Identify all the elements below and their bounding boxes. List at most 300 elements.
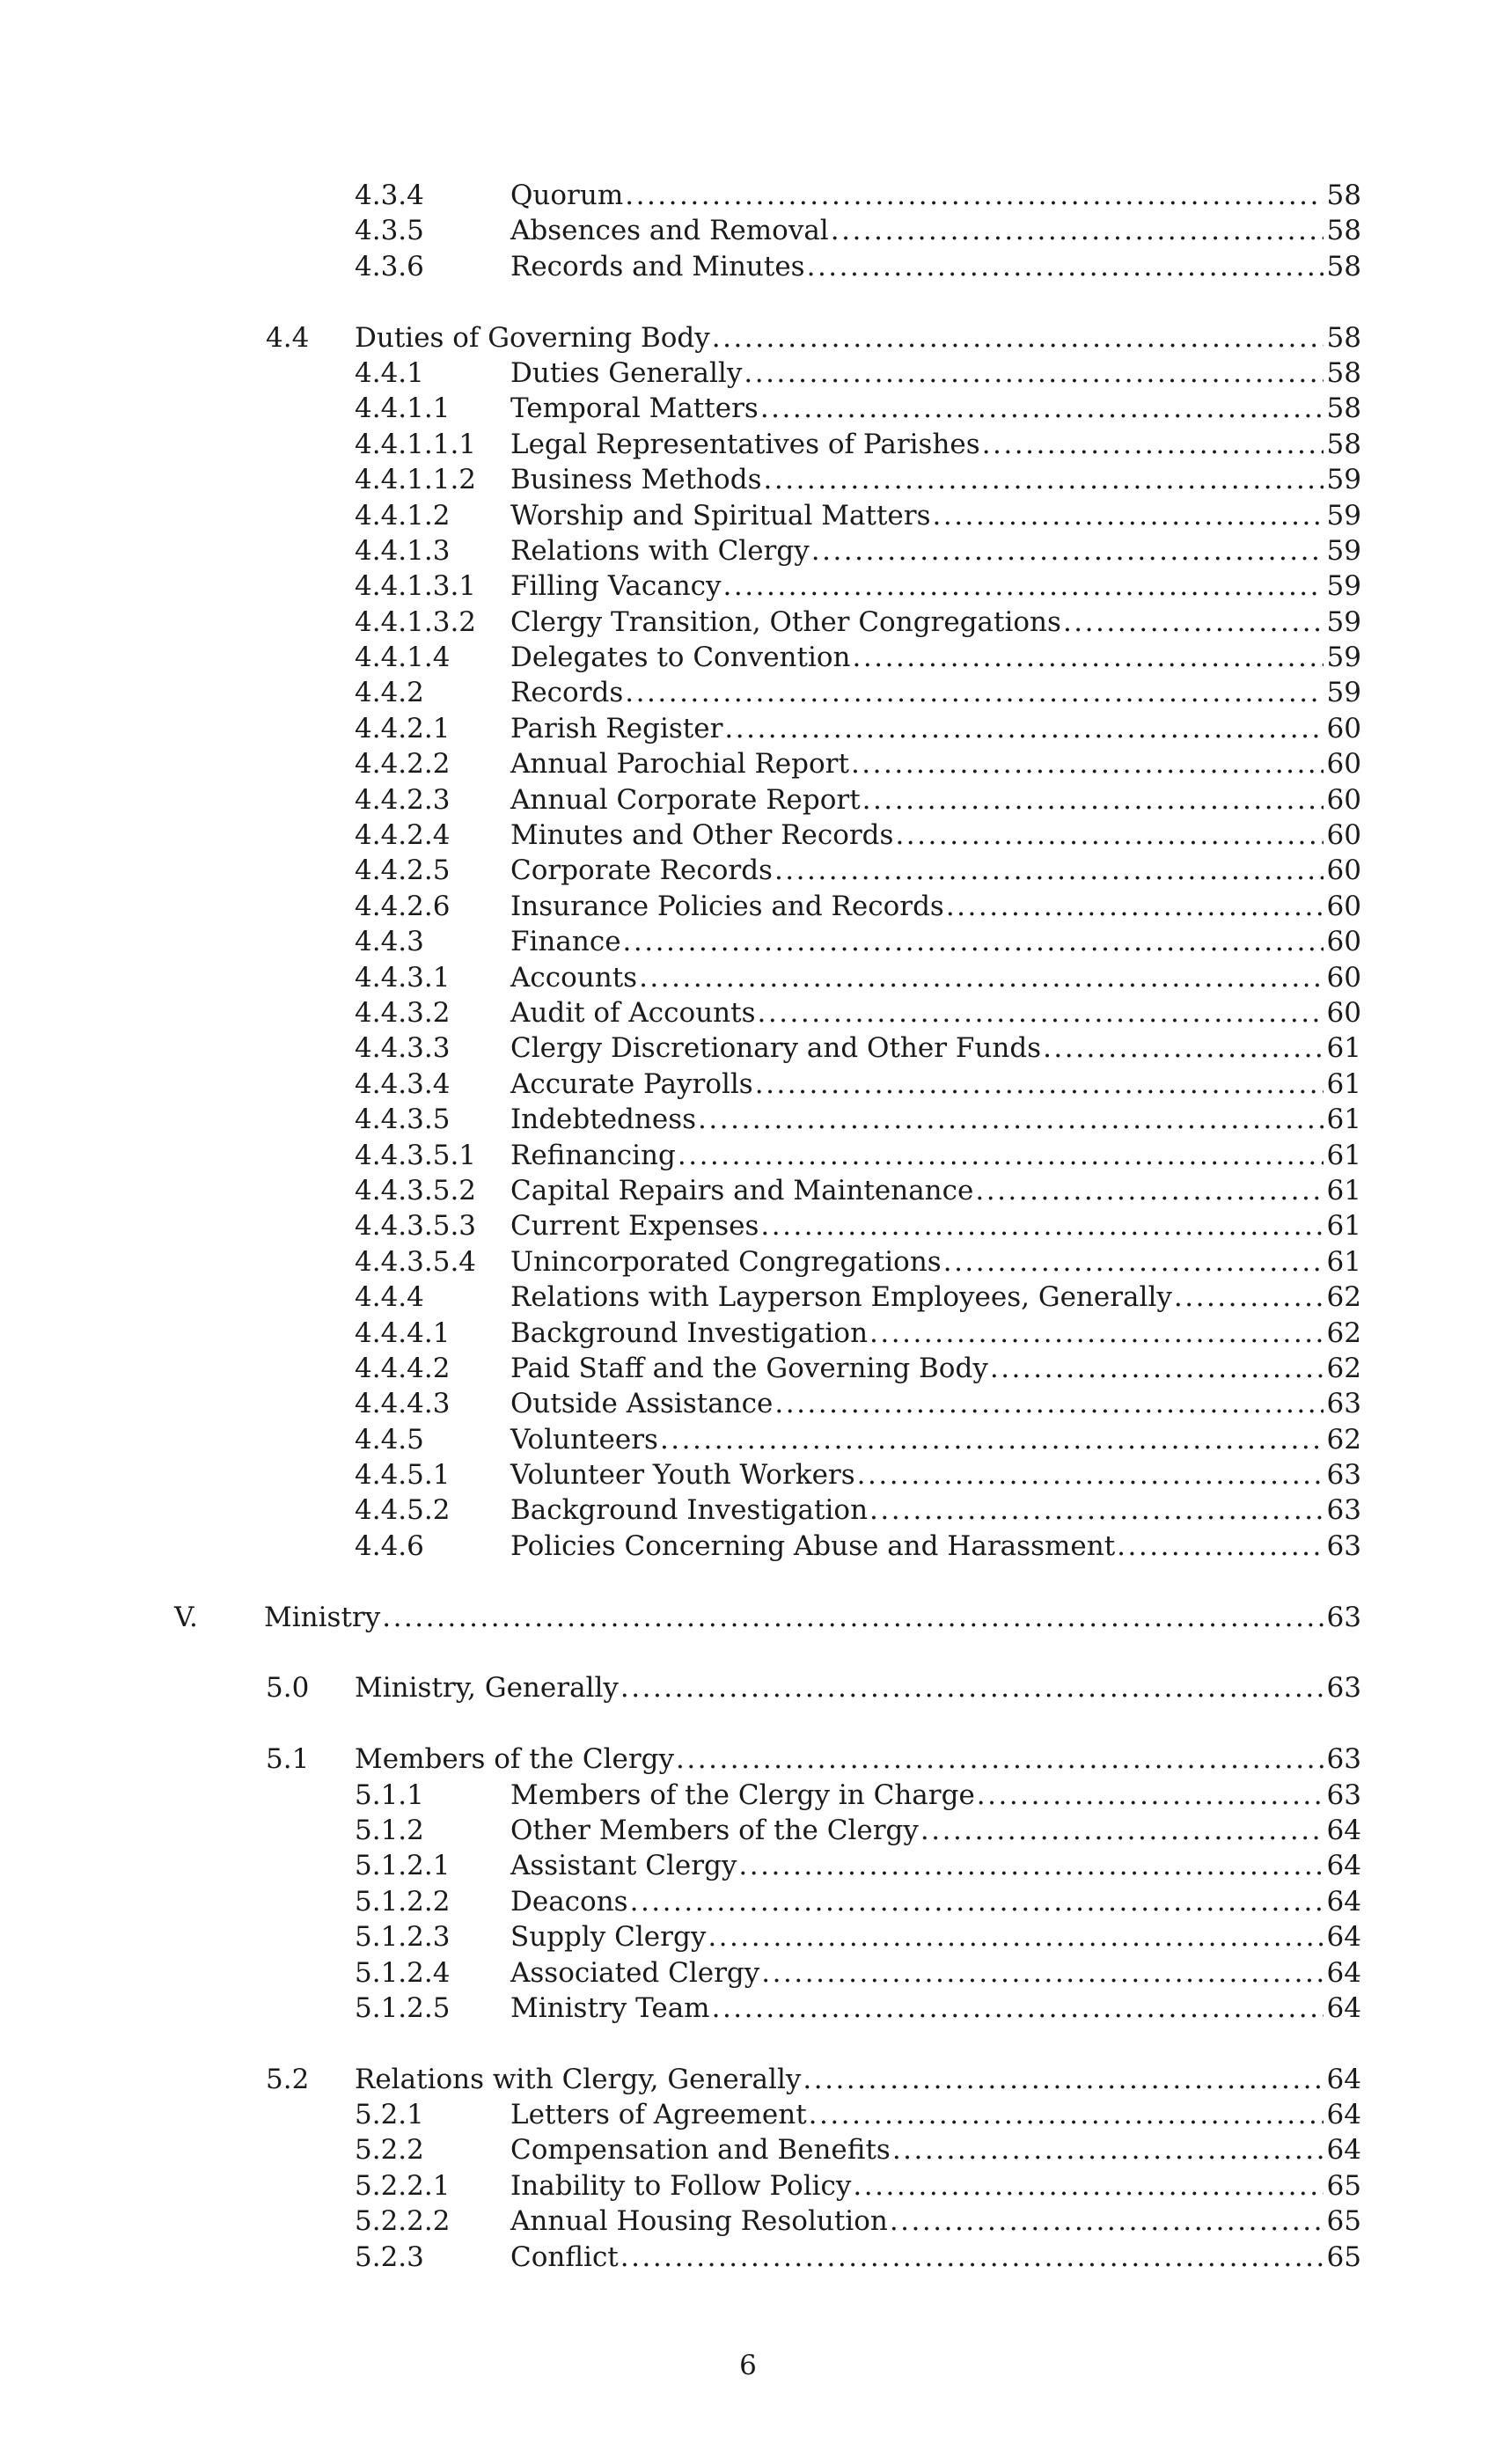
toc-entry [0,1280,1496,1315]
dot-leader [809,2097,1324,2132]
toc-entry-title: Duties Generally [510,356,743,389]
toc-entry-line [510,498,1361,533]
toc-entry-line [355,2062,1361,2097]
toc-entry-line [510,1208,1361,1243]
toc-entry [0,462,1496,497]
toc-entry-line [510,1030,1361,1066]
toc-entry-line [510,1991,1361,2026]
toc-entry-number: 4.4.3 [355,926,424,958]
toc-entry [0,356,1496,391]
toc-entry-page: 58 [1326,215,1361,247]
toc-entry-number: 5.1.2.3 [355,1921,451,1954]
toc-entry-title: Other Members of the Clergy [510,1814,919,1846]
toc-entry-title: Current Expenses [510,1210,759,1243]
dot-leader [712,320,1324,356]
dot-leader [1174,1280,1324,1315]
toc-entry-number: 5.1 [266,1743,310,1776]
toc-entry [0,746,1496,781]
toc-entry-page: 59 [1326,605,1361,638]
dot-leader [946,889,1324,924]
toc-entry-page: 63 [1326,1778,1361,1811]
dot-leader [382,1600,1323,1635]
dot-leader [933,498,1324,533]
toc-entry-line [510,605,1361,640]
toc-entry-number: 4.4.2.1 [355,712,451,744]
toc-entry-line [510,711,1361,746]
toc-entry-title: Accounts [510,961,638,994]
toc-entry-title: Background Investigation [510,1494,869,1527]
toc-entry [0,1670,1496,1705]
toc-entry-title: Volunteers [510,1423,658,1456]
toc-entry [0,1919,1496,1954]
toc-entry [0,1422,1496,1457]
dot-leader [630,1884,1324,1919]
toc-entry-title: Letters of Agreement [510,2099,807,2131]
dot-leader [774,1386,1323,1421]
dot-leader [620,1670,1324,1705]
toc-entry-number: 4.4.2 [355,677,424,709]
toc-entry [0,2204,1496,2239]
toc-entry-page: 65 [1326,2205,1361,2238]
toc-entry-line [510,249,1361,284]
toc-entry-title: Ministry Team [510,1991,710,2024]
toc-entry-line [510,924,1361,959]
toc-entry-line [510,889,1361,924]
toc-entry-number: 4.3.4 [355,180,424,211]
dot-leader [895,818,1323,853]
toc-entry [0,1173,1496,1208]
toc-entry [0,533,1496,568]
toc-entry [0,818,1496,853]
toc-entry-title: Relations with Clergy, Generally [355,2063,802,2095]
toc-entry-number: 4.4.1.1 [355,392,451,425]
toc-entry-page: 58 [1326,392,1361,425]
toc-entry [0,1884,1496,1919]
toc-entry-number: 4.4.1 [355,356,424,389]
dot-leader [990,1351,1324,1386]
toc-entry-title: Policies Concerning Abuse and Harassment [510,1529,1116,1562]
toc-entry-title: Quorum [510,180,624,211]
toc-entry-line [510,1173,1361,1208]
toc-entry-number: 5.0 [266,1672,310,1705]
toc-entry [0,2240,1496,2275]
toc-entry-page: 63 [1326,1672,1361,1705]
toc-entry-line [510,1492,1361,1528]
toc-entry-page: 60 [1326,926,1361,958]
toc-entry-line [510,213,1361,248]
toc-entry-title: Annual Parochial Report [510,748,849,781]
toc-entry-line [355,1742,1361,1777]
toc-entry-number: 5.1.2 [355,1814,424,1846]
dot-leader [625,675,1323,710]
toc-entry [0,924,1496,959]
toc-entry-line [510,995,1361,1030]
toc-entry [0,1102,1496,1137]
toc-entry [0,853,1496,888]
toc-entry-line [510,1778,1361,1813]
table-of-contents [0,178,1496,2275]
toc-entry-number: 4.4.4.2 [355,1352,451,1384]
toc-entry-page: 65 [1326,2169,1361,2202]
toc-entry-number: 4.4.3.5.3 [355,1210,477,1243]
toc-entry-line [510,2168,1361,2204]
toc-entry-number: 5.2.3 [355,2240,424,2273]
toc-entry-title: Capital Repairs and Maintenance [510,1174,974,1206]
toc-entry [0,568,1496,604]
toc-entry [0,1138,1496,1173]
toc-entry-title: Conflict [510,2240,619,2273]
dot-leader [811,533,1324,568]
toc-entry-number: 4.4.3.3 [355,1032,451,1065]
toc-entry-number: 4.4.5.2 [355,1494,451,1527]
toc-entry-line [510,853,1361,888]
dot-leader [982,427,1324,462]
toc-entry-title: Annual Corporate Report [510,783,861,816]
dot-leader [724,711,1323,746]
toc-entry [0,1316,1496,1351]
toc-entry-title: Records and Minutes [510,250,805,282]
toc-entry-number: 4.4.1.3.1 [355,570,477,603]
toc-entry-title: Minutes and Other Records [510,819,894,852]
toc-entry-line [510,2132,1361,2167]
toc-entry-number: 4.4.3.1 [355,961,451,994]
dot-leader [623,924,1324,959]
toc-entry-title: Absences and Removal [510,215,829,247]
dot-leader [831,213,1324,248]
toc-entry-title: Annual Housing Resolution [510,2205,888,2238]
toc-entry-page: 64 [1326,1814,1361,1846]
toc-entry-title: Members of the Clergy in Charge [510,1778,975,1811]
toc-entry-number: 5.2.2 [355,2134,424,2167]
toc-entry-page: 61 [1326,1210,1361,1243]
toc-entry-number: 5.1.2.1 [355,1850,451,1882]
toc-entry-page: 64 [1326,1921,1361,1954]
dot-leader [723,568,1324,604]
toc-entry-number: 4.4.5 [355,1423,424,1456]
toc-entry-line [510,1351,1361,1386]
toc-entry-title: Clergy Transition, Other Congregations [510,605,1061,638]
toc-entry-line [510,1457,1361,1492]
toc-entry-line [510,2204,1361,2239]
toc-entry [0,1030,1496,1066]
dot-leader [977,1778,1324,1813]
toc-entry [0,1386,1496,1421]
toc-entry-title: Temporal Matters [510,392,759,425]
toc-entry-line [510,782,1361,818]
toc-entry-title: Volunteer Youth Workers [510,1459,855,1492]
toc-entry-line [510,427,1361,462]
toc-entry-title: Background Investigation [510,1316,869,1349]
toc-entry-title: Filling Vacancy [510,570,722,603]
toc-entry-page: 60 [1326,748,1361,781]
toc-entry-page: 64 [1326,1991,1361,2024]
toc-entry [0,1813,1496,1848]
dot-leader [807,249,1324,284]
toc-entry [0,675,1496,710]
toc-entry-page: 63 [1326,1529,1361,1562]
toc-entry [0,1955,1496,1991]
dot-leader [758,995,1324,1030]
toc-entry-page: 61 [1326,1139,1361,1171]
toc-entry-page: 62 [1326,1316,1361,1349]
toc-entry-title: Accurate Payrolls [510,1067,753,1100]
toc-entry-line [510,1919,1361,1954]
toc-entry-page: 59 [1326,642,1361,674]
toc-entry-title: Deacons [510,1885,628,1918]
toc-entry-title: Assistant Clergy [510,1850,737,1882]
toc-entry-line [355,1670,1361,1705]
toc-entry-line [510,640,1361,675]
toc-entry-number: 4.3.6 [355,250,424,282]
toc-entry-number: 4.4.1.3.2 [355,605,477,638]
toc-entry [0,391,1496,426]
toc-entry-line [510,356,1361,391]
toc-entry-number: 4.4.1.4 [355,642,451,674]
toc-entry-number: 4.4.3.4 [355,1067,451,1100]
dot-leader [660,1422,1324,1457]
toc-entry-number: 4.4.2.4 [355,819,451,852]
toc-entry-page: 61 [1326,1104,1361,1136]
dot-leader [920,1813,1324,1848]
toc-entry-title: Worship and Spiritual Matters [510,499,931,532]
dot-leader [1063,605,1324,640]
toc-entry-page: 64 [1326,2099,1361,2131]
dot-leader [755,1067,1324,1102]
toc-entry-number: 5.1.1 [355,1778,424,1811]
toc-entry-line [510,1067,1361,1102]
toc-entry-title: Duties of Governing Body [355,321,710,354]
dot-leader [853,640,1324,675]
toc-entry-number: 4.4.4.1 [355,1316,451,1349]
toc-entry-title: Insurance Policies and Records [510,890,944,922]
dot-leader [620,2240,1324,2275]
toc-entry-page: 60 [1326,819,1361,852]
toc-entry-line [510,2097,1361,2132]
toc-entry-number: 4.4.3.5.2 [355,1174,477,1206]
toc-entry-number: 4.4.3.5 [355,1104,451,1136]
toc-entry-line [510,818,1361,853]
dot-leader [761,1955,1323,1991]
toc-entry-line [510,1102,1361,1137]
dot-leader [975,1173,1323,1208]
toc-entry [0,498,1496,533]
toc-entry-page: 61 [1326,1174,1361,1206]
toc-entry-line [510,2240,1361,2275]
toc-entry-number: 5.2.1 [355,2099,424,2131]
toc-entry-title: Indebtedness [510,1104,697,1136]
toc-entry-line [510,960,1361,995]
toc-entry [0,1208,1496,1243]
page-number: 6 [739,2350,757,2381]
dot-leader [678,1138,1324,1173]
dot-leader [869,1492,1324,1528]
toc-entry-page: 60 [1326,996,1361,1029]
dot-leader [892,2132,1324,2167]
toc-entry-number: 5.2.2.1 [355,2169,451,2202]
dot-leader [943,1244,1324,1280]
toc-entry [0,640,1496,675]
toc-entry [0,178,1496,213]
dot-leader [698,1102,1324,1137]
toc-entry-line [510,1244,1361,1280]
toc-entry-number: 5.1.2.4 [355,1956,451,1989]
dot-leader [676,1742,1324,1777]
toc-entry-line [510,1280,1361,1315]
toc-entry-number: 4.4.1.3 [355,534,451,567]
toc-entry-page: 60 [1326,854,1361,887]
dot-leader [712,1991,1324,2026]
toc-entry-line [510,1529,1361,1564]
toc-entry [0,1351,1496,1386]
toc-entry-page: 64 [1326,1850,1361,1882]
dot-leader [1117,1529,1323,1564]
toc-entry-title: Ministry [264,1601,381,1633]
dot-leader [1043,1030,1323,1066]
toc-entry-page: 64 [1326,1885,1361,1918]
toc-entry-line [510,1884,1361,1919]
toc-entry-title: Compensation and Benefits [510,2134,891,2167]
toc-entry-number: 4.4.2.2 [355,748,451,781]
toc-entry [0,2062,1496,2097]
toc-entry [0,1778,1496,1813]
toc-entry-title: Inability to Follow Policy [510,2169,852,2202]
toc-entry-line [264,1600,1361,1635]
toc-entry-line [510,1813,1361,1848]
toc-entry-number: 4.4.1.1.1 [355,428,477,460]
dot-leader [625,178,1323,213]
toc-entry [0,427,1496,462]
dot-leader [853,2168,1323,2204]
toc-entry-line [510,746,1361,781]
toc-entry-title: Outside Assistance [510,1388,774,1420]
toc-entry-page: 59 [1326,570,1361,603]
toc-entry-line [355,320,1361,356]
toc-entry-page: 60 [1326,712,1361,744]
dot-leader [851,746,1324,781]
toc-entry [0,2097,1496,2132]
toc-entry [0,2168,1496,2204]
toc-entry-title: Legal Representatives of Parishes [510,428,980,460]
toc-entry-line [510,462,1361,497]
toc-entry-page: 61 [1326,1067,1361,1100]
toc-entry [0,320,1496,356]
dot-leader [760,1208,1323,1243]
dot-leader [763,462,1323,497]
toc-entry-page: 58 [1326,321,1361,354]
toc-entry [0,1529,1496,1564]
toc-entry-number: 5.2 [266,2063,310,2095]
toc-entry-page: 62 [1326,1281,1361,1314]
toc-entry-title: Unincorporated Congregations [510,1245,942,1278]
toc-entry-title: Supply Clergy [510,1921,707,1954]
toc-entry [0,1848,1496,1883]
toc-entry-number: 4.4.2.5 [355,854,451,887]
toc-entry [0,960,1496,995]
toc-entry [0,1492,1496,1528]
toc-entry-number: 4.4.3.2 [355,996,451,1029]
toc-entry-number: 5.1.2.2 [355,1885,451,1918]
toc-entry-line [510,1138,1361,1173]
toc-entry [0,1600,1496,1635]
toc-entry-line [510,1955,1361,1991]
toc-entry-page: 58 [1326,428,1361,460]
toc-entry-page: 64 [1326,2063,1361,2095]
toc-entry-title: Finance [510,926,621,958]
toc-entry-page: 59 [1326,534,1361,567]
toc-entry-title: Members of the Clergy [355,1743,675,1776]
toc-entry-page: 60 [1326,961,1361,994]
toc-entry-number: 5.2.2.2 [355,2205,451,2238]
toc-entry-title: Paid Staff and the Governing Body [510,1352,988,1384]
dot-leader [708,1919,1323,1954]
toc-entry-page: 63 [1326,1743,1361,1776]
toc-entry-number: 4.4.2.6 [355,890,451,922]
toc-entry [0,213,1496,248]
toc-entry-title: Relations with Clergy [510,534,810,567]
toc-entry [0,1991,1496,2026]
toc-entry-number: 4.4.4 [355,1281,424,1314]
toc-entry-line [510,1848,1361,1883]
toc-entry-page: 61 [1326,1032,1361,1065]
dot-leader [774,853,1324,888]
toc-entry [0,2132,1496,2167]
toc-entry-title: Corporate Records [510,854,773,887]
toc-entry [0,995,1496,1030]
toc-entry-page: 61 [1326,1245,1361,1278]
toc-entry-line [510,675,1361,710]
toc-entry-page: 64 [1326,1956,1361,1989]
toc-entry-title: Parish Register [510,712,723,744]
toc-entry-title: Delegates to Convention [510,642,851,674]
toc-entry-number: 4.4.2.3 [355,783,451,816]
toc-entry-line [510,391,1361,426]
toc-entry-title: Audit of Accounts [510,996,756,1029]
toc-entry-page: 62 [1326,1352,1361,1384]
toc-entry-number: 4.4.6 [355,1529,424,1562]
dot-leader [890,2204,1324,2239]
dot-leader [803,2062,1323,2097]
toc-entry-page: 58 [1326,356,1361,389]
toc-entry-title: Business Methods [510,464,762,496]
dot-leader [738,1848,1323,1883]
toc-entry-page: 65 [1326,2240,1361,2273]
toc-entry [0,711,1496,746]
toc-entry-number: 4.4.5.1 [355,1459,451,1492]
toc-entry-line [510,1422,1361,1457]
toc-entry-number: 4.4.4.3 [355,1388,451,1420]
toc-entry-title: Ministry, Generally [355,1672,619,1705]
toc-entry [0,249,1496,284]
toc-entry [0,1742,1496,1777]
toc-entry-page: 63 [1326,1388,1361,1420]
dot-leader [862,782,1324,818]
toc-entry-number: 4.4.1.2 [355,499,451,532]
toc-entry-line [510,178,1361,213]
toc-entry-page: 59 [1326,499,1361,532]
toc-entry-title: Records [510,677,624,709]
toc-entry-page: 58 [1326,180,1361,211]
toc-entry [0,1067,1496,1102]
toc-entry-page: 59 [1326,677,1361,709]
toc-entry-title: Clergy Discretionary and Other Funds [510,1032,1042,1065]
toc-entry-page: 58 [1326,250,1361,282]
toc-entry-page: 60 [1326,783,1361,816]
toc-entry [0,1457,1496,1492]
toc-entry-title: Refinancing [510,1139,676,1171]
toc-entry [0,605,1496,640]
toc-entry-number: V. [174,1601,198,1633]
toc-entry-page: 63 [1326,1494,1361,1527]
